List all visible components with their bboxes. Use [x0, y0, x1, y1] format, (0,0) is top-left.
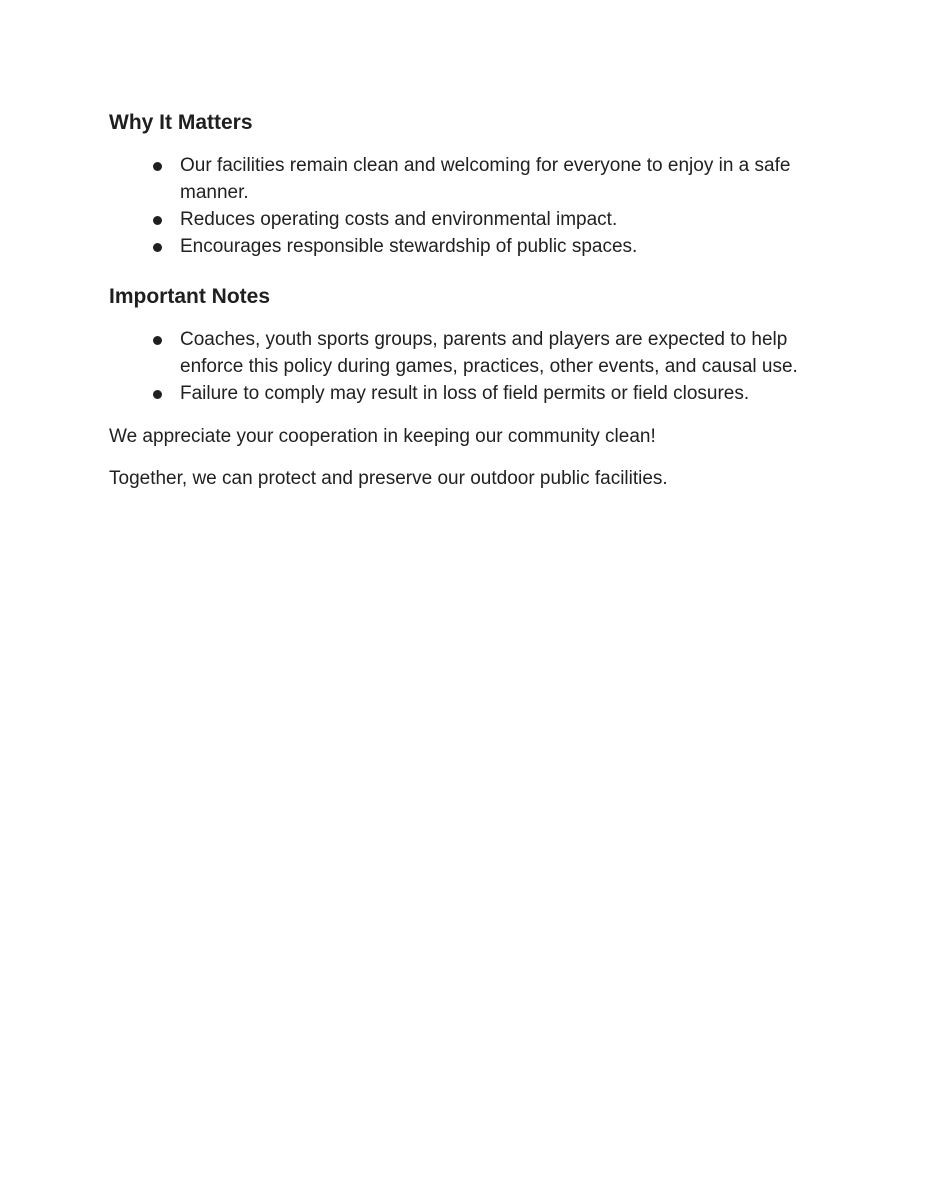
list-item-text: Our facilities remain clean and welcoming for everyone to enjoy in a safe manner. — [180, 155, 791, 203]
list-item-text: Reduces operating costs and environmental impact. — [180, 209, 618, 230]
bullet-list — [109, 152, 809, 260]
closing-paragraph: Together, we can protect and preserve our outdoor public facilities. — [109, 468, 668, 489]
document-page — [109, 108, 809, 492]
list-item — [109, 326, 809, 380]
section-why-it-matters — [109, 108, 809, 260]
list-item — [109, 152, 809, 206]
section-important-notes — [109, 282, 809, 407]
bullet-icon — [153, 336, 162, 345]
section-heading: Why It Matters — [109, 111, 253, 134]
list-item — [109, 233, 809, 260]
list-item — [109, 380, 809, 407]
bullet-icon — [153, 216, 162, 225]
closing-paragraph: We appreciate your cooperation in keeping our community clean! — [109, 426, 656, 447]
list-item — [109, 206, 809, 233]
bullet-icon — [153, 390, 162, 399]
list-item-text: Coaches, youth sports groups, parents and players are expected to help enforce this policy during games, practices, other events, and causal use. — [180, 329, 798, 377]
section-heading: Important Notes — [109, 285, 271, 308]
list-item-text: Encourages responsible stewardship of public spaces. — [180, 236, 638, 257]
bullet-list — [109, 326, 809, 407]
list-item-text: Failure to comply may result in loss of field permits or field closures. — [180, 383, 750, 404]
bullet-icon — [153, 243, 162, 252]
bullet-icon — [153, 162, 162, 171]
